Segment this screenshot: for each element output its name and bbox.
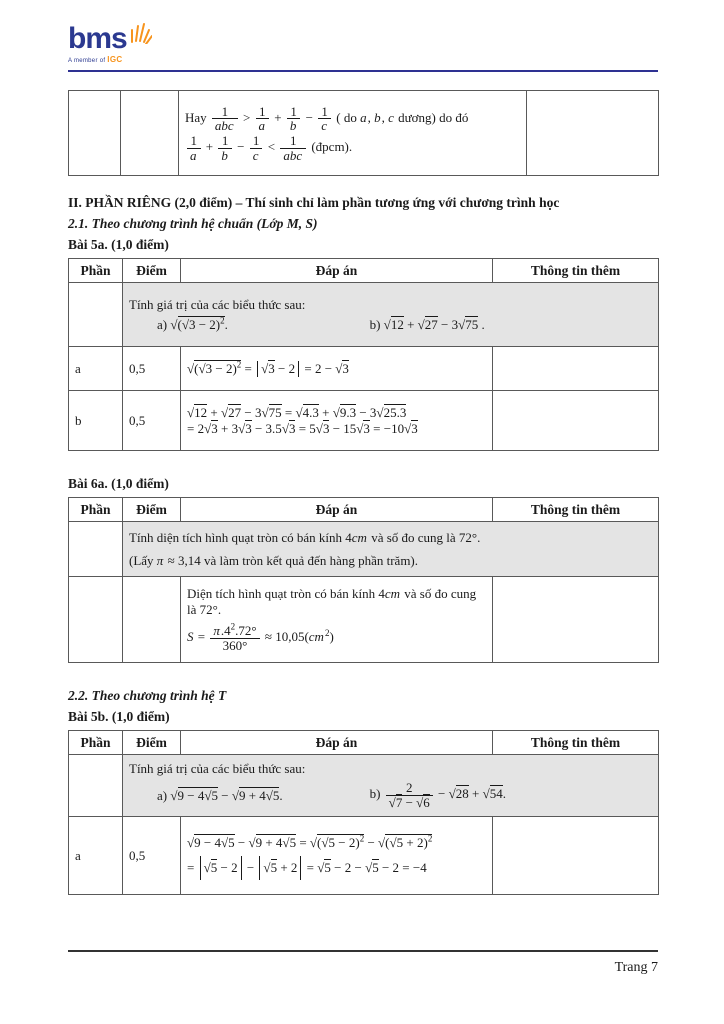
col-header-diem: Điểm [123,498,181,522]
col-header-diem: Điểm [123,731,181,755]
question-formulas [129,781,652,809]
col-header-diem: Điểm [123,259,181,283]
answer-row [69,347,659,391]
col-header-thongtin: Thông tin thêm [493,259,659,283]
subsection-heading: 2.2. Theo chương trình hệ T [68,688,227,703]
section-heading: II. PHẦN RIÊNG (2,0 điểm) – Thí sinh chỉ làm phần tương ứng với chương trình học [68,195,560,210]
dapan-cell: $√(√3 - 2)^2 = √3 - 2 = 2 - √3$ [181,347,493,391]
phan-cell: a [69,817,123,895]
thongtin-cell [493,817,659,895]
diem-cell [121,91,179,176]
answer-text: Diện tích hình quạt tròn có bán kính 4cm và số đo cung là 72°. [187,586,477,618]
phan-cell: a [69,347,123,391]
thongtin-cell [493,347,659,391]
col-header-dapan: Đáp án [181,498,493,522]
page-number: Trang 7 [614,960,658,975]
exercise-heading-5b: Bài 5b. (1,0 điểm) [68,709,170,724]
col-header-phan: Phần [69,498,123,522]
header-row [69,731,659,755]
thongtin-cell [527,91,659,176]
diem-cell: 0,5 [123,817,181,895]
page-footer [68,950,658,976]
phan-cell [69,755,123,817]
subsection-heading: 2.1. Theo chương trình hệ chuẩn (Lớp M, S) [68,216,318,231]
question-row [69,755,659,817]
bai5b-table [68,730,659,895]
col-header-dapan: Đáp án [181,259,493,283]
col-header-thongtin: Thông tin thêm [493,498,659,522]
logo-text: bms [68,22,127,55]
header-row [69,498,659,522]
col-header-thongtin: Thông tin thêm [493,731,659,755]
answer-row [69,391,659,451]
math-line: $\frac{1}{a}$ + $\frac{1}{b}$ − $\frac{1}{c}$ < $\frac{1}{\text{abc}}$ (đpcm). [185,133,520,162]
question-intro: Tính giá trị của các biểu thức sau: [129,761,306,777]
phan-cell [69,522,123,577]
question-row [69,522,659,577]
footer-rule [68,950,658,952]
question-cell [123,522,659,577]
thongtin-cell [493,577,659,663]
question-b: b) $\frac{2}{√7 - √6}$ − √28 + √54. [369,780,506,810]
diem-cell: 0,5 [123,347,181,391]
exercise-heading-5a: Bài 5a. (1,0 điểm) [68,237,169,252]
igc-brand: IGC [107,55,123,64]
dapan-cell: √12 + √27 − 3√75 = √4.3 + √9.3 − 3√25.3 = 2√3 + 3√3 − 3.5√3 = 5√3 − 15√3 = −10√3 [181,391,493,451]
diem-cell [123,577,181,663]
question-row [69,283,659,347]
phan-cell [69,577,123,663]
math-line: Hay $\frac{1}{\text{abc}}$ > $\frac{1}{a}$ + $\frac{1}{b}$ − $\frac{1}{c}$ ( do a, b, c dương) do đó [185,103,469,134]
bai6a-table [68,497,659,663]
question-a: a) $√(√3 - 2)^2$. [157,315,228,332]
question-cell [123,283,659,347]
phan-cell: b [69,391,123,451]
answer-row [69,817,659,895]
col-header-phan: Phần [69,259,123,283]
carryover-table [68,90,659,176]
question-b: b) √12 + √27 − 3√75 . [369,316,485,332]
col-header-dapan: Đáp án [181,731,493,755]
answer-formula: S = $\frac{\pi.4^2.72^\circ}{360^\circ}$ ≈ $10,05(cm^2)$ [187,622,334,653]
dapan-cell: $√9 - 4√5 - √9 + 4√5 = √(√5 - 2)^2 - √(√5 + 2)^2$ = √5 − 2 − √5 + 2 = √5 − 2 − √5 − 2 = −4 [181,817,493,895]
header-row [69,259,659,283]
col-header-phan: Phần [69,731,123,755]
question-cell [123,755,659,817]
answer-row [69,577,659,663]
question-line1: Tính diện tích hình quạt tròn có bán kính 4cm và số đo cung là 72°. [129,529,481,545]
logo-tagline: A member of IGC [68,55,123,64]
dapan-cell [181,577,493,663]
table-row [69,91,659,176]
question-line2: (Lấy π ≈ 3,14 và làm tròn kết quả đến hàng phần trăm). [129,552,419,568]
logo [68,24,658,66]
exercise-heading-6a: Bài 6a. (1,0 điểm) [68,476,169,491]
bai5a-table [68,258,659,451]
question-a: a) √9 − 4√5 − √9 + 4√5. [157,787,283,803]
question-intro: Tính giá trị của các biểu thức sau: [129,296,306,312]
diem-cell: 0,5 [123,391,181,451]
phan-cell [69,91,121,176]
dapan-cell [179,91,527,176]
question-formulas [129,317,652,333]
sunburst-icon [126,20,152,48]
phan-cell [69,283,123,347]
thongtin-cell [493,391,659,451]
